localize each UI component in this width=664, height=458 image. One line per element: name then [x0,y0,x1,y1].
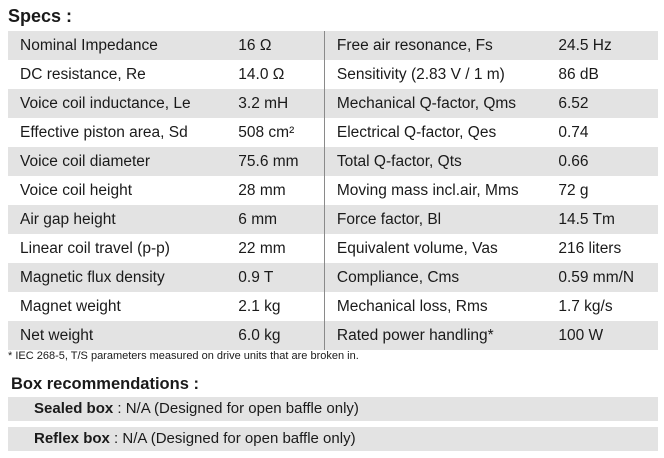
spec-label: Air gap height [8,205,238,234]
spec-value: 72 g [558,181,589,199]
spec-label: Rated power handling* [324,321,554,350]
spec-label: DC resistance, Re [20,65,146,83]
spec-value: 100 W [554,321,658,350]
spec-value: 3.2 mH [238,89,324,118]
spec-value: 22 mm [238,239,286,257]
spec-label: Force factor, Bl [324,205,554,234]
spec-value: 75.6 mm [238,147,324,176]
sealed-box-value: : N/A (Designed for open baffle only) [113,400,359,417]
spec-label: Voice coil height [20,181,133,199]
spec-value: 14.0 Ω [238,65,285,83]
table-row [8,321,658,350]
spec-value: 28 mm [238,181,286,199]
reflex-box-label: Reflex box [34,430,110,447]
spec-value: 216 liters [558,239,622,257]
spec-value: 86 dB [558,65,599,83]
spec-label: Effective piston area, Sd [20,123,188,141]
spec-label: Electrical Q-factor, Qes [324,118,554,147]
table-row [8,234,658,263]
spec-value: 0.59 mm/N [554,263,658,292]
spec-label: Magnetic flux density [8,263,238,292]
spec-value: 0.9 T [238,263,324,292]
spec-value: 0.74 [558,123,589,141]
spec-label: Voice coil diameter [8,147,238,176]
spec-label: Linear coil travel (p-p) [20,239,170,257]
spec-label: Compliance, Cms [324,263,554,292]
spec-value: 6.0 kg [238,321,324,350]
table-row [8,205,658,234]
table-row [8,147,658,176]
footnote: * IEC 268-5, T/S parameters measured on drive units that are broken in. [8,350,359,362]
spec-label: Total Q-factor, Qts [324,147,554,176]
reflex-box-value: : N/A (Designed for open baffle only) [109,430,356,447]
spec-label: Mechanical loss, Rms [324,292,554,321]
spec-label: Voice coil inductance, Le [8,89,238,118]
spec-value: 24.5 Hz [554,31,658,60]
sealed-box-label: Sealed box [34,400,114,417]
spec-label: Sensitivity (2.83 V / 1 m) [324,60,554,89]
spec-value: 508 cm² [238,123,295,141]
spec-value: 6 mm [238,205,324,234]
spec-value: 1.7 kg/s [558,297,613,315]
spec-label: Nominal Impedance [8,31,238,60]
spec-label: Free air resonance, Fs [324,31,554,60]
spec-label: Net weight [8,321,238,350]
specs-table [8,31,658,350]
spec-value: 14.5 Tm [554,205,658,234]
spec-value: 6.52 [554,89,658,118]
table-row [8,60,658,89]
spec-value: 2.1 kg [238,297,281,315]
table-row [8,89,658,118]
spec-label: Magnet weight [20,297,121,315]
sealed-box-row [8,397,658,421]
table-row [8,292,658,321]
spec-value: 16 Ω [238,31,324,60]
table-row [8,118,658,147]
spec-value: 0.66 [554,147,658,176]
spec-label: Mechanical Q-factor, Qms [324,89,554,118]
table-row [8,31,658,60]
specs-title: Specs : [8,6,73,26]
table-row [8,263,658,292]
spec-label: Equivalent volume, Vas [324,234,554,263]
spec-label: Moving mass incl.air, Mms [324,176,554,205]
table-row [8,176,658,205]
box-recommendations-title: Box recommendations : [11,375,199,393]
reflex-box-row [8,427,658,451]
